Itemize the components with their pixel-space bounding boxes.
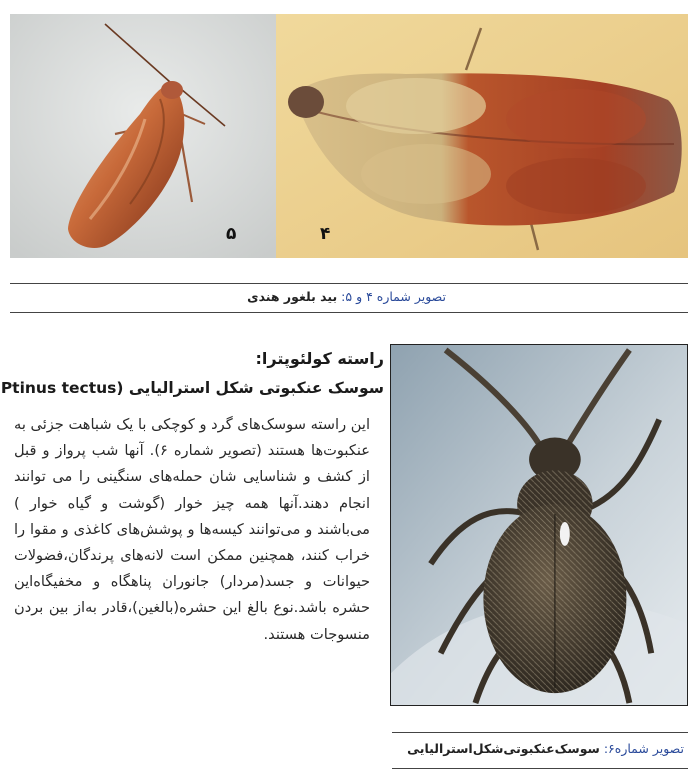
caption2-bottom-rule xyxy=(392,768,688,769)
photo-4-number: ۴ xyxy=(320,224,331,244)
caption1-bottom-rule xyxy=(10,312,688,313)
figure-6-caption-text: سوسک‌عنکبوتی‌شکل‌استرالیایی xyxy=(407,741,600,756)
order-heading: راسته کولئوپترا: xyxy=(255,349,384,368)
caption1-top-rule xyxy=(10,283,688,284)
figure-4-5-caption xyxy=(247,289,446,304)
figure-4-5-caption-text: بید بلغور هندی xyxy=(247,289,338,304)
figure-4-5-caption-label: تصویر شماره ۴ و ۵: xyxy=(341,289,446,304)
species-heading: سوسک عنکبوتی شکل استرالیایی (Ptinus tectus xyxy=(0,379,384,397)
caption2-top-rule xyxy=(392,732,688,733)
figure-6-caption xyxy=(407,741,684,756)
figure-6-caption-label: تصویر شماره۶: xyxy=(603,741,684,756)
spider-beetle-photo xyxy=(390,344,688,706)
article-body: این راسته سوسک‌های گرد و کوچکی با یک شباهت جزئی به عنکبوت‌ها هستند (تصویر شماره ۶). آنها شب پرواز و قبل از کشف و شناسایی شان حمله‌های سنگینی را می توانند انجام دهند.آنها همه چیز خوار (گوشت و گیاه خوار ) می‌باشند و می‌توانند کیسه‌ها و پوشش‌های کاغذی و مقوا را خراب کنند، همچنین ممکن است لانه‌های پرندگان،فضولات حیوانات و جسد(مردار) جانوران پناهگاه و مخفیگاه‌این حشره باشد.نوع بالغ این حشره(بالغین)،قادر به‌از بین بردن منسوجات هستند. xyxy=(14,416,370,643)
moth-photo-4 xyxy=(276,14,688,258)
photo-5-number: ۵ xyxy=(226,224,237,244)
moth-photo-5 xyxy=(10,14,276,258)
